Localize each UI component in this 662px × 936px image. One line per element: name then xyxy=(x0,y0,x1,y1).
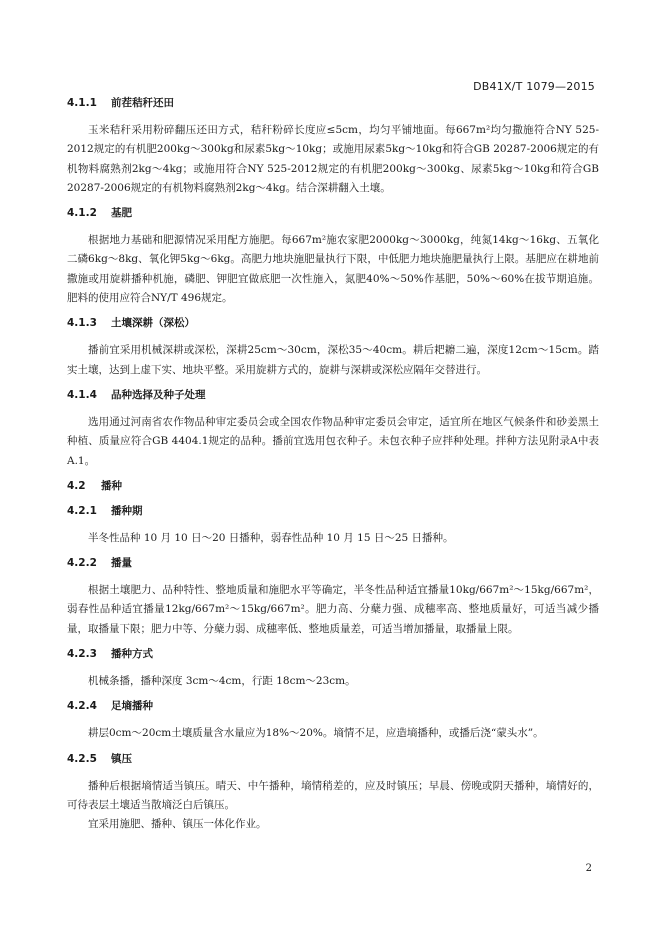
section-heading xyxy=(67,752,599,767)
section-number: 4.2.2 xyxy=(67,557,97,570)
section-heading xyxy=(67,647,599,662)
body-paragraph: 播前宜采用机械深耕或深松，深耕25cm～30cm，深松35～40cm。耕后耙耱二遍，深度12cm～15cm。踏实土壤，达到上虚下实、地块平整。采用旋耕方式的，旋耕与深耕或深松应隔年交替进行。 xyxy=(67,344,599,376)
section-number: 4.1.1 xyxy=(67,97,97,109)
section-heading xyxy=(67,316,599,331)
section-heading xyxy=(67,206,599,221)
section-number: 4.2.3 xyxy=(67,648,97,661)
body-paragraph: 选用通过河南省农作物品种审定委员会或全国农作物品种审定委员会审定，适宜所在地区气候条件和砂姜黑土种植、质量应符合GB 4404.1规定的品种。播前宜选用包衣种子。未包衣种子应拌种处理。拌种方法见附录A中表A.1。 xyxy=(67,415,599,467)
section-title: 播种期 xyxy=(111,504,143,517)
section-title: 基肥 xyxy=(111,207,132,220)
body-paragraph: 耕层0cm～20cm土壤质量含水量应为18%～20%。墒情不足，应造墒播种，或播后浇“蒙头水”。 xyxy=(88,727,544,740)
section-number: 4.2.1 xyxy=(67,504,97,517)
page-number: 2 xyxy=(585,863,592,874)
body-paragraph: 根据地力基础和肥源情况采用配方施肥。每667m²施农家肥2000kg～3000kg，纯氮14kg～16kg、五氧化二磷6kg～8kg、氧化钾5kg～6kg。高肥力地块施肥量执行下限，中低肥力地块施肥量执行上限。基肥应在耕地前撒施或用旋耕播种机施，磷肥、钾肥宜做底肥一次性施入，氮肥40%～50%作基肥，50%～60%在拔节期追施。肥料的使用应符合NY/T 496规定。 xyxy=(67,234,599,305)
section-title: 播种 xyxy=(101,479,122,492)
section-title: 土壤深耕（深松） xyxy=(111,317,195,330)
section-title: 播种方式 xyxy=(111,648,153,661)
section-heading xyxy=(67,479,599,494)
document-body xyxy=(67,96,599,843)
section-number: 4.2.5 xyxy=(67,752,97,765)
section-heading xyxy=(67,556,599,571)
section-heading xyxy=(67,504,599,519)
body-paragraph: 播种后根据墒情适当镇压。晴天、中午播种，墒情稍差的，应及时镇压；早晨、傍晚或阴天播种，墒情好的，可待表层土壤适当散墒泛白后镇压。 xyxy=(67,779,599,811)
section-number: 4.1.3 xyxy=(67,317,97,330)
body-paragraph: 机械条播，播种深度 3cm～4cm，行距 18cm～23cm。 xyxy=(88,675,356,688)
section-heading xyxy=(67,388,599,403)
document-code: DB41X/T 1079—2015 xyxy=(473,80,595,93)
section-heading xyxy=(67,96,599,111)
body-paragraph: 根据土壤肥力、品种特性、整地质量和施肥水平等确定，半冬性品种适宜播量10kg/667m²～15kg/667m²，弱春性品种适宜播量12kg/667m²～15kg/667m²。肥力高、分蘖力强、成穗率高、整地质量好，可适当减少播量，取播量下限；肥力中等、分蘖力弱、成穗率低、整地质量差，可适当增加播量，取播量上限。 xyxy=(67,584,599,635)
section-title: 镇压 xyxy=(111,752,132,765)
section-title: 播量 xyxy=(111,557,132,570)
section-number: 4.1.2 xyxy=(67,207,97,220)
section-number: 4.2.4 xyxy=(67,700,97,713)
body-paragraph: 宜采用施肥、播种、镇压一体化作业。 xyxy=(88,818,267,831)
body-paragraph: 半冬性品种 10 月 10 日～20 日播种，弱春性品种 10 月 15 日～25 日播种。 xyxy=(88,531,454,544)
section-number: 4.2 xyxy=(67,479,86,492)
section-title: 足墒播种 xyxy=(111,700,153,713)
body-paragraph: 玉米秸秆采用粉碎翻压还田方式，秸秆粉碎长度应≤5cm，均匀平铺地面。每667m²均匀撒施符合NY 525-2012规定的有机肥200kg～300kg和尿素5kg～10kg；或施用尿素5kg～10kg和符合GB 20287-2006规定的有机物料腐熟剂2kg～4kg；或施用符合NY 525-2012规定的有机肥200kg～300kg、尿素5kg～10kg和符合GB 20287-2006规定的有机物料腐熟剂2kg～4kg。结合深耕翻入土壤。 xyxy=(67,124,599,194)
section-heading xyxy=(67,699,599,714)
section-title: 前茬秸秆还田 xyxy=(111,97,174,109)
section-title: 品种选择及种子处理 xyxy=(111,388,206,401)
section-number: 4.1.4 xyxy=(67,388,97,401)
